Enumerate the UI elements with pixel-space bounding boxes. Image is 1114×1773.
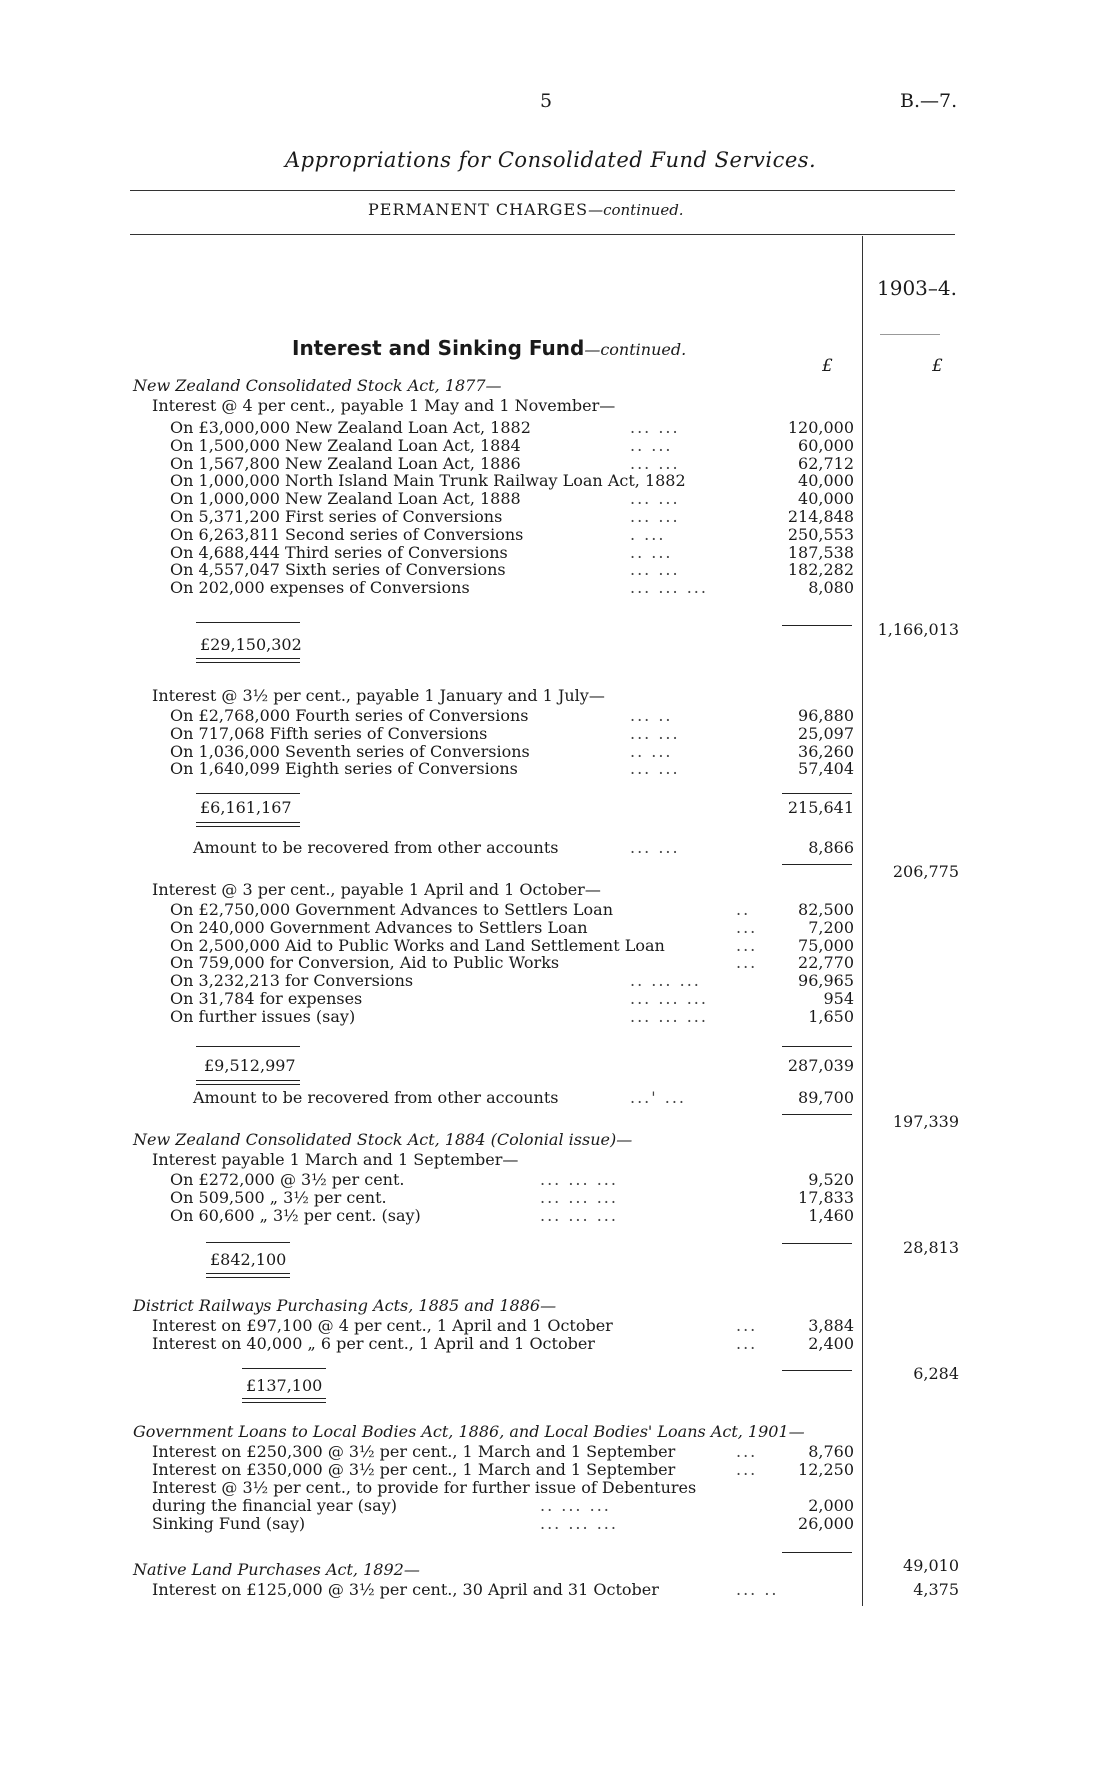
subtitle-rule [130, 234, 955, 235]
leader-dots: ... ... ... [540, 1170, 618, 1189]
line-item [0, 1442, 1114, 1462]
line-item-text: On 4,688,444 Third series of Conversions [170, 542, 508, 562]
line-item-amount: 40,000 [798, 489, 854, 509]
group3-recover-rule [782, 1114, 852, 1115]
line-item-amount: 57,404 [798, 759, 854, 779]
group1-principal-total: £29,150,302 [200, 635, 302, 654]
line-item-text: On 1,567,800 New Zealand Loan Act, 1886 [170, 453, 521, 473]
line-item-text: Interest on £350,000 @ 3½ per cent., 1 March and 1 September [152, 1460, 676, 1479]
line-item-text: On 31,784 for expenses [170, 989, 363, 1008]
leader-dots: ... ... ... [630, 1006, 708, 1026]
leader-dots: ... ... [630, 453, 680, 473]
group3-year-total: 197,339 [892, 1112, 959, 1131]
line-item-text: On 717,068 Fifth series of Conversions [170, 723, 488, 743]
document-reference: B.—7. [900, 90, 958, 112]
line-item-text: On 759,000 for Conversion, Aid to Public Works [170, 953, 560, 973]
line-item-text: On 1,500,000 New Zealand Loan Act, 1884 [170, 435, 521, 455]
line-item [0, 578, 1114, 598]
group3-heading: Interest @ 3 per cent., payable 1 April and 1 October— [152, 880, 601, 899]
leader-dots: ... ... ... [540, 1514, 618, 1533]
year-column-heading: 1903–4. [877, 276, 957, 300]
group1-amount-rule [782, 625, 852, 626]
act-1877-title: New Zealand Consolidated Stock Act, 1877— [133, 376, 502, 395]
line-item-amount: 26,000 [798, 1514, 854, 1533]
leader-dots: ... [736, 1442, 758, 1461]
line-item-text: Interest on 40,000 „ 6 per cent., 1 April and 1 October [152, 1334, 595, 1353]
line-item-amount: 182,282 [787, 560, 854, 580]
page-number: 5 [540, 90, 553, 112]
group1-principal-rule-bottom [196, 658, 300, 663]
line-item-amount: 3,884 [808, 1316, 854, 1335]
act-1884-principal-rule-bottom [206, 1273, 290, 1278]
leader-dots: ... ... [630, 418, 680, 437]
group2-heading: Interest @ 3½ per cent., payable 1 January and 1 July— [152, 686, 605, 705]
group1-year-total: 1,166,013 [877, 620, 959, 639]
group2-recover-row: Amount to be recovered from other accounts ... ... 8,866 [193, 838, 854, 857]
line-item [0, 1514, 1114, 1534]
leader-dots: .. ... [630, 741, 673, 761]
group2-principal-rule-bottom [196, 822, 300, 827]
line-item-text: On 2,500,000 Aid to Public Works and Land Settlement Loan [170, 935, 665, 955]
line-item-text: On 6,263,811 Second series of Conversions [170, 524, 524, 544]
line-item-amount: 954 [823, 989, 854, 1008]
line-item [0, 1316, 1114, 1336]
line-item-text: On 5,371,200 First series of Conversions [170, 507, 503, 526]
line-item-amount: 120,000 [787, 418, 854, 437]
leader-dots: .. [736, 900, 751, 919]
line-item-amount: 12,250 [798, 1460, 854, 1479]
title-rule [130, 190, 955, 191]
line-item-text: On 60,600 „ 3½ per cent. (say) [170, 1205, 421, 1225]
line-item-text: On 3,232,213 for Conversions [170, 971, 414, 991]
line-item-amount: 2,000 [808, 1496, 854, 1515]
line-item-text: On 202,000 expenses of Conversions [170, 578, 470, 598]
leader-dots: ... ... ... [630, 989, 708, 1008]
section-heading: Interest and Sinking Fund—continued. [292, 336, 687, 360]
railways-year-total: 6,284 [913, 1364, 959, 1383]
leader-dots: ... ... [630, 507, 680, 526]
page-title: Appropriations for Consolidated Fund Services. [285, 148, 817, 172]
leader-dots: ... ... ... [630, 578, 708, 598]
leader-dots: ... [736, 935, 758, 955]
line-item-amount: 36,260 [798, 741, 854, 761]
line-item-text: Sinking Fund (say) [152, 1514, 306, 1533]
line-item-amount: 60,000 [798, 435, 854, 455]
leader-dots: .. ... ... [540, 1496, 611, 1515]
leader-dots: ... [736, 1334, 758, 1353]
leader-dots: ... ... [630, 489, 680, 509]
leader-dots: ... ... [630, 723, 680, 743]
line-item [0, 1334, 1114, 1354]
line-item-amount: 75,000 [798, 935, 854, 955]
line-item-amount: 96,965 [798, 971, 854, 991]
native-land-row: Interest on £125,000 @ 3½ per cent., 30 April and 31 October ... .. [152, 1580, 779, 1599]
group1-principal-rule-top [196, 622, 300, 623]
line-item-amount: 17,833 [798, 1187, 854, 1207]
year-column-unit: £ [932, 356, 943, 376]
line-item-amount: 25,097 [798, 723, 854, 743]
line-item [0, 1206, 1114, 1226]
line-item-text: Interest on £250,300 @ 3½ per cent., 1 March and 1 September [152, 1442, 676, 1461]
line-item-amount: 9,520 [808, 1170, 854, 1189]
line-item-text: On £2,768,000 Fourth series of Conversions [170, 706, 529, 725]
railways-principal-total: £137,100 [246, 1376, 323, 1395]
act-1884-amount-rule [782, 1243, 852, 1244]
leader-dots: ... [736, 953, 758, 973]
line-item [0, 1496, 1114, 1516]
leader-dots: ... [736, 1316, 758, 1335]
line-item-amount: 40,000 [798, 471, 854, 491]
line-item-amount: 1,460 [808, 1205, 854, 1225]
group2-amount-rule [782, 793, 852, 794]
line-item [0, 1007, 1114, 1027]
group1-heading: Interest @ 4 per cent., payable 1 May and 1 November— [152, 396, 616, 415]
line-item-text: On 1,000,000 North Island Main Trunk Railway Loan Act, 1882 [170, 471, 686, 491]
group3-principal-total: £9,512,997 [204, 1056, 296, 1075]
line-item-amount: 82,500 [798, 900, 854, 919]
line-item-amount: 2,400 [808, 1334, 854, 1353]
act-1884-heading: Interest payable 1 March and 1 September— [152, 1150, 519, 1169]
year-heading-rule [880, 334, 940, 335]
line-item-text: On £2,750,000 Government Advances to Settlers Loan [170, 900, 614, 919]
native-land-year-total: 4,375 [913, 1580, 959, 1599]
group3-principal-rule-top [196, 1046, 300, 1047]
group2-principal-total: £6,161,167 [200, 798, 292, 817]
native-land-act-title: Native Land Purchases Act, 1892— [133, 1560, 420, 1579]
group3-recover-row: Amount to be recovered from other accounts ...' ... 89,700 [193, 1088, 854, 1107]
group3-amount-rule [782, 1046, 852, 1047]
line-item-text: On 509,500 „ 3½ per cent. [170, 1187, 387, 1207]
leader-dots: .. ... [630, 435, 673, 455]
line-item-text: during the financial year (say) [152, 1496, 397, 1515]
line-item-amount: 7,200 [808, 917, 854, 937]
act-1884-year-total: 28,813 [903, 1238, 959, 1257]
line-item-amount: 96,880 [798, 706, 854, 725]
amount-column-unit: £ [822, 356, 833, 376]
local-bodies-amount-rule [782, 1552, 852, 1553]
group2-year-total: 206,775 [892, 862, 959, 881]
leader-dots: ... .. [630, 706, 673, 725]
line-item-text: On 4,557,047 Sixth series of Conversions [170, 560, 506, 580]
leader-dots: .. ... ... [630, 971, 701, 991]
local-bodies-year-total: 49,010 [903, 1556, 959, 1575]
line-item-amount: 22,770 [798, 953, 854, 973]
act-1884-title: New Zealand Consolidated Stock Act, 1884 (Colonial issue)— [133, 1130, 633, 1149]
leader-dots: ... [736, 1460, 758, 1479]
act-1884-principal-total: £842,100 [210, 1250, 287, 1269]
leader-dots: ... ... [630, 560, 680, 580]
line-item-text: On £272,000 @ 3½ per cent. [170, 1170, 405, 1189]
line-item-text: On 1,640,099 Eighth series of Conversions [170, 759, 518, 779]
line-item-text: On 1,000,000 New Zealand Loan Act, 1888 [170, 489, 521, 509]
act-1884-principal-rule-top [206, 1242, 290, 1243]
line-item-amount: 187,538 [787, 542, 854, 562]
line-item-text: Interest @ 3½ per cent., to provide for further issue of Debentures [152, 1478, 697, 1497]
group3-principal-rule-bottom [196, 1080, 300, 1085]
line-item-amount: 214,848 [787, 507, 854, 526]
line-item-text: On 1,036,000 Seventh series of Conversions [170, 741, 530, 761]
line-item-amount: 8,760 [808, 1442, 854, 1461]
leader-dots: ... [736, 917, 758, 937]
group2-principal-rule-top [196, 793, 300, 794]
group2-subtotal: 215,641 [787, 798, 854, 817]
leader-dots: ... ... [630, 759, 680, 779]
leader-dots: ... ... ... [540, 1205, 618, 1225]
group2-recover-rule [782, 864, 852, 865]
railways-principal-rule-bottom [242, 1398, 326, 1403]
leader-dots: .. ... [630, 542, 673, 562]
railways-principal-rule-top [242, 1368, 326, 1369]
line-item [0, 1460, 1114, 1480]
line-item-amount: 250,553 [787, 524, 854, 544]
line-item-text: On further issues (say) [170, 1006, 356, 1026]
railways-act-title: District Railways Purchasing Acts, 1885 and 1886— [133, 1296, 557, 1315]
local-bodies-act-title: Government Loans to Local Bodies Act, 1886, and Local Bodies' Loans Act, 1901— [133, 1422, 805, 1441]
line-item-text: Interest on £97,100 @ 4 per cent., 1 April and 1 October [152, 1316, 613, 1335]
page-subtitle: PERMANENT CHARGES—continued. [368, 200, 684, 219]
group3-subtotal: 287,039 [787, 1056, 854, 1075]
line-item-text: On 240,000 Government Advances to Settlers Loan [170, 917, 588, 937]
line-item-amount: 8,080 [808, 578, 854, 598]
line-item [0, 759, 1114, 779]
line-item-amount: 1,650 [808, 1006, 854, 1026]
railways-amount-rule [782, 1370, 852, 1371]
leader-dots: ... ... ... [540, 1187, 618, 1207]
line-item-amount: 62,712 [798, 453, 854, 473]
leader-dots: . ... [630, 524, 666, 544]
line-item [0, 1478, 1114, 1498]
line-item-text: On £3,000,000 New Zealand Loan Act, 1882 [170, 418, 531, 437]
